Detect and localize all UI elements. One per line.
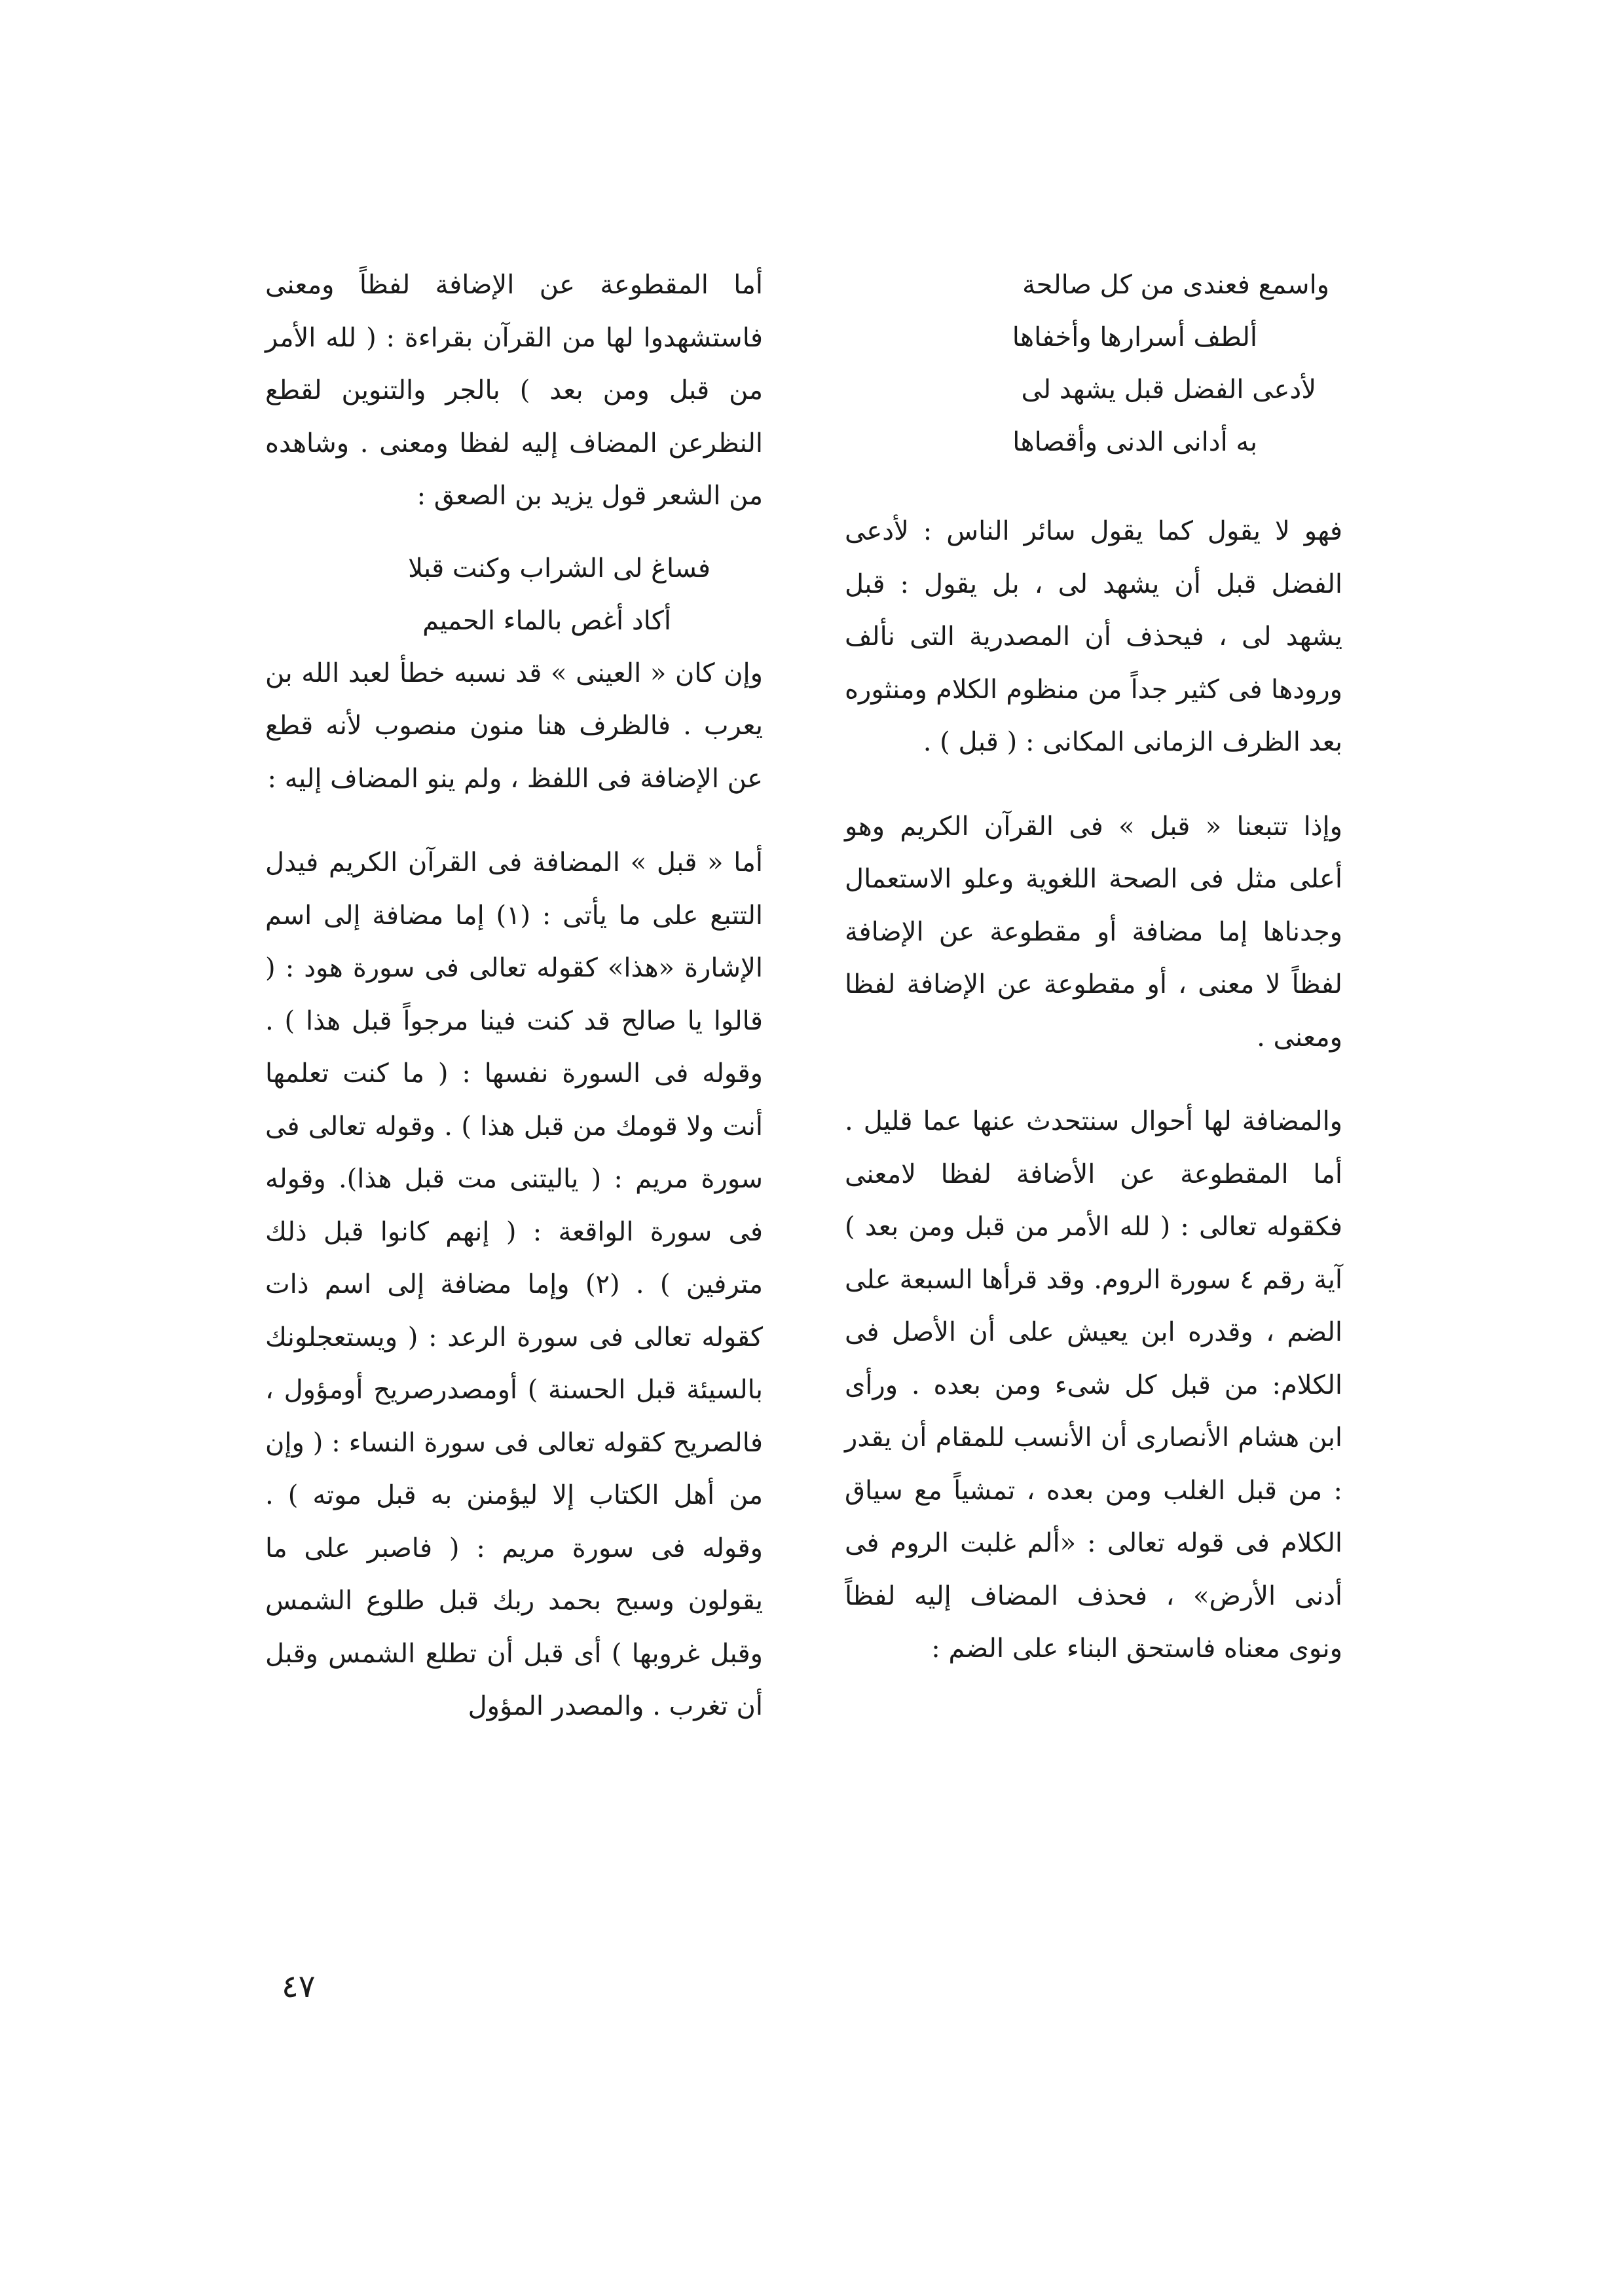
- verse-hemistich: به أدانى الدنى وأقصاها: [1012, 427, 1257, 457]
- paragraph: وإن كان « العينى » قد نسبه خطأ لعبد الله بن يعرب . فالظرف هنا منون منصوب لأنه قطع عن الإضافة فى اللفظ ، ولم ينو المضاف إليه :: [265, 658, 763, 794]
- poem-verse-2: [265, 542, 763, 647]
- poem-verse-1: [845, 259, 1342, 468]
- verse-hemistich: أكاد أغص بالماء الحميم: [422, 605, 671, 636]
- verse-hemistich: ألطف أسرارها وأخفاها: [1012, 322, 1257, 352]
- right-column: [845, 259, 1342, 1675]
- paragraph: أما المقطوعة عن الإضافة لفظاً ومعنى فاستشهدوا لها من القرآن بقراءة : ( لله الأمر من قبل ومن بعد ) بالجر والتنوين لقطع النظرعن المضاف إليه لفظا ومعنى . وشاهده من الشعر قول يزيد بن الصعق :: [265, 270, 763, 511]
- paragraph: فهو لا يقول كما يقول سائر الناس : لأدعى الفضل قبل أن يشهد لى ، بل يقول : قبل يشهد لى ، فيحذف أن المصدرية التى نألف ورودها فى كثير جداً من منظوم الكلام ومنثوره بعد الظرف الزمانى المكانى : ( قبل ) .: [845, 516, 1342, 757]
- left-column: [265, 259, 763, 1733]
- verse-hemistich: فساغ لى الشراب وكنت قبلا: [408, 553, 710, 584]
- verse-hemistich: لأدعى الفضل قبل يشهد لى: [1021, 375, 1316, 405]
- paragraph: وإذا تتبعنا « قبل » فى القرآن الكريم وهو أعلى مثل فى الصحة اللغوية وعلو الاستعمال وجدناها إما مضافة أو مقطوعة عن الإضافة لفظاً لا معنى ، أو مقطوعة عن الإضافة لفظا ومعنى .: [845, 811, 1342, 1053]
- page-number: ٤٧: [282, 1968, 316, 2005]
- verse-hemistich: واسمع فعندى من كل صالحة: [1022, 270, 1329, 300]
- paragraph: والمضافة لها أحوال سنتحدث عنها عما قليل . أما المقطوعة عن الأضافة لفظا لامعنى فكقوله تعالى : ( لله الأمر من قبل ومن بعد ) آية رقم ٤ سورة الروم. وقد قرأها السبعة على الضم ، وقدره ابن يعيش على أن الأصل فى الكلام: من قبل كل شىء ومن بعده . ورأى ابن هشام الأنصارى أن الأنسب للمقام أن يقدر : من قبل الغلب ومن بعده ، تمشياً مع سياق الكلام فى قوله تعالى : «ألم غلبت الروم فى أدنى الأرض» ، فحذف المضاف إليه لفظاً ونوى معناه فاستحق البناء على الضم :: [845, 1106, 1343, 1664]
- paragraph: أما « قبل » المضافة فى القرآن الكريم فيدل التتبع على ما يأتى : (١) إما مضافة إلى اسم الإشارة «هذا» كقوله تعالى فى سورة هود : ( قالوا يا صالح قد كنت فينا مرجواً قبل هذا ) . وقوله فى السورة نفسها : ( ما كنت تعلمها أنت ولا قومك من قبل هذا ) . وقوله تعالى فى سورة مريم : ( ياليتنى مت قبل هذا). وقوله فى سورة الواقعة : ( إنهم كانوا قبل ذلك مترفين ) . (٢) وإما مضافة إلى اسم ذات كقوله تعالى فى سورة الرعد : ( ويستعجلونك بالسيئة قبل الحسنة ) أومصدرصريح أومؤول ، فالصريح كقوله تعالى فى سورة النساء : ( وإن من أهل الكتاب إلا ليؤمنن به قبل موته ) . وقوله فى سورة مريم : ( فاصبر على ما يقولون وسبح بحمد ربك قبل طلوع الشمس وقبل غروبها ) أى قبل أن تطلع الشمس وقبل أن تغرب . والمصدر المؤول: [265, 848, 763, 1721]
